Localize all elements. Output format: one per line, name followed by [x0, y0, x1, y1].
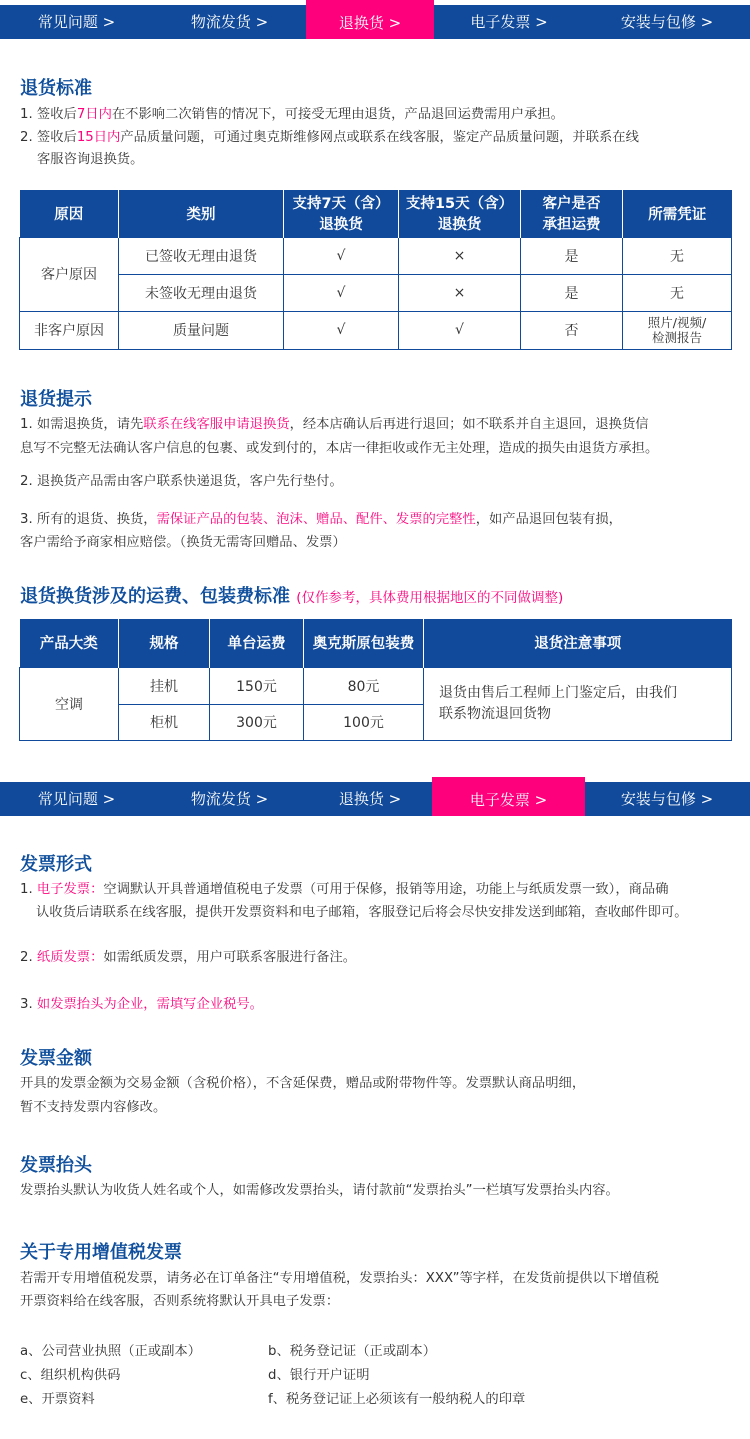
table-cell: 挂机: [119, 667, 210, 704]
table-cell: 300元: [210, 704, 304, 740]
header-7day: 支持7天（含） 退换货: [284, 190, 399, 237]
section-title-invoice-header: 发票抬头: [20, 1155, 92, 1176]
return-rule-1: 1. 签收后7日内在不影响二次销售的情况下，可接受无理由退货，产品退回运费需用户承担。: [20, 107, 564, 122]
section-title-return-tips: 退货提示: [20, 389, 92, 410]
return-policy-table: [19, 190, 732, 350]
cell-return-notice: 退货由售后工程师上门鉴定后，由我们 联系物流退回货物: [424, 667, 732, 740]
table-cell: √: [284, 274, 399, 311]
table-cell: ×: [399, 274, 521, 311]
section-title-vat-invoice: 关于专用增值税发票: [20, 1242, 182, 1263]
list-item: e、开票资料: [20, 1392, 95, 1407]
nav-install-warranty[interactable]: 安装与包修 >: [620, 13, 714, 31]
shipping-fee-table: [19, 619, 732, 741]
table-cell: ×: [399, 237, 521, 274]
header-unit-shipping: 单台运费: [210, 619, 304, 667]
list-item: f、税务登记证上必须该有一般纳税人的印章: [268, 1392, 526, 1407]
vat-text-2: 开票资料给在线客服，否则系统将默认开具电子发票：: [20, 1294, 340, 1309]
table-row: [20, 274, 732, 311]
table-row: [20, 311, 732, 349]
invoice-amount-2: 暂不支持发票内容修改。: [20, 1100, 167, 1115]
header-proof: 所需凭证: [623, 190, 732, 237]
cell-category: 空调: [20, 667, 119, 740]
section-title-shipping-fees: 退货换货涉及的运费、包装费标准 (仅作参考，具体费用根据地区的不同做调整): [20, 586, 564, 607]
table-cell: 已签收无理由退货: [119, 237, 284, 274]
table-cell: 80元: [304, 667, 424, 704]
list-item: d、银行开户证明: [268, 1368, 370, 1383]
table-cell: 质量问题: [119, 311, 284, 349]
table-cell: 无: [623, 237, 732, 274]
table-cell: √: [399, 311, 521, 349]
invoice-form-3: 3. 如发票抬头为企业，需填写企业税号。: [20, 997, 263, 1012]
nav-returns[interactable]: 退换货 >: [306, 0, 434, 39]
nav-logistics[interactable]: 物流发货 >: [190, 13, 269, 31]
table-row: [20, 667, 732, 704]
invoice-nav: [0, 782, 750, 816]
cell-proof: 照片/视频/ 检测报告: [623, 311, 732, 349]
header-spec: 规格: [119, 619, 210, 667]
table-cell: 无: [623, 274, 732, 311]
table-cell: 柜机: [119, 704, 210, 740]
tip-3-cont: 客户需给予商家相应赔偿。（换货无需寄回赠品、发票）: [20, 535, 346, 550]
nav-invoice[interactable]: 电子发票 >: [470, 13, 548, 31]
cell-noncustomer-reason: 非客户原因: [20, 311, 119, 349]
cell-customer-reason: 客户原因: [20, 237, 119, 311]
table-cell: 是: [521, 237, 623, 274]
header-15day: 支持15天（含） 退换货: [399, 190, 521, 237]
header-return-notice: 退货注意事项: [424, 619, 732, 667]
return-rule-2: 2. 签收后15日内产品质量问题，可通过奥克斯维修网点或联系在线客服，鉴定产品质量问题，并联系在线: [20, 130, 639, 145]
nav-install-warranty[interactable]: 安装与包修 >: [620, 790, 714, 808]
list-item: a、公司营业执照（正或副本）: [20, 1344, 202, 1359]
invoice-form-1-cont: 认收货后请联系在线客服，提供开发票资料和电子邮箱，客服登记后将会尽快安排发送到邮箱，查收邮件即可。: [36, 905, 688, 920]
section-title-invoice-form: 发票形式: [20, 854, 92, 875]
table-cell: 否: [521, 311, 623, 349]
nav-returns[interactable]: 退换货 >: [338, 790, 402, 808]
tip-3: 3. 所有的退货、换货，需保证产品的包装、泡沫、赠品、配件、发票的完整性，如产品退回包装有损，: [20, 512, 622, 527]
vat-text-1: 若需开专用增值税发票，请务必在订单备注“专用增值税，发票抬头：XXX”等字样，在发货前提供以下增值税: [20, 1271, 659, 1286]
table-cell: √: [284, 311, 399, 349]
header-packaging-fee: 奥克斯原包装费: [304, 619, 424, 667]
nav-logistics[interactable]: 物流发货 >: [190, 790, 269, 808]
header-category: 类别: [119, 190, 284, 237]
table-row: [20, 237, 732, 274]
nav-faq[interactable]: 常见问题 >: [37, 13, 116, 31]
list-item: c、组织机构供码: [20, 1368, 121, 1383]
header-product-category: 产品大类: [20, 619, 119, 667]
tip-1: 1. 如需退换货，请先联系在线客服申请退换货，经本店确认后再进行退回；如不联系并自主退回，退换货信: [20, 417, 649, 432]
invoice-header-text: 发票抬头默认为收货人姓名或个人，如需修改发票抬头，请付款前“发票抬头”一栏填写发票抬头内容。: [20, 1183, 619, 1198]
table-cell: 100元: [304, 704, 424, 740]
fee-note: (仅作参考，具体费用根据地区的不同做调整): [296, 590, 564, 606]
invoice-amount-1: 开具的发票金额为交易金额（含税价格），不含延保费，赠品或附带物件等。发票默认商品明细，: [20, 1076, 586, 1091]
header-shipping-cost: 客户是否 承担运费: [521, 190, 623, 237]
nav-faq[interactable]: 常见问题 >: [37, 790, 116, 808]
top-nav: [0, 5, 750, 39]
tip-1-cont: 息写不完整无法确认客户信息的包裹、或发到付的，本店一律拒收或作无主处理，造成的损失由退货方承担。: [20, 441, 659, 456]
header-reason: 原因: [20, 190, 119, 237]
tip-2: 2. 退换货产品需由客户联系快递退货，客户先行垫付。: [20, 474, 343, 489]
table-cell: 是: [521, 274, 623, 311]
nav-invoice[interactable]: 电子发票 >: [432, 777, 585, 816]
table-cell: 150元: [210, 667, 304, 704]
section-title-invoice-amount: 发票金额: [20, 1048, 92, 1069]
table-cell: 未签收无理由退货: [119, 274, 284, 311]
invoice-form-1: 1. 电子发票：空调默认开具普通增值税电子发票（可用于保修，报销等用途，功能上与纸质发票一致），商品确: [20, 882, 669, 897]
table-cell: √: [284, 237, 399, 274]
list-item: b、税务登记证（正或副本）: [268, 1344, 437, 1359]
section-title-return-standard: 退货标准: [20, 78, 92, 99]
invoice-form-2: 2. 纸质发票：如需纸质发票，用户可联系客服进行备注。: [20, 950, 357, 965]
return-rule-2-cont: 客服咨询退换货。: [37, 152, 144, 167]
